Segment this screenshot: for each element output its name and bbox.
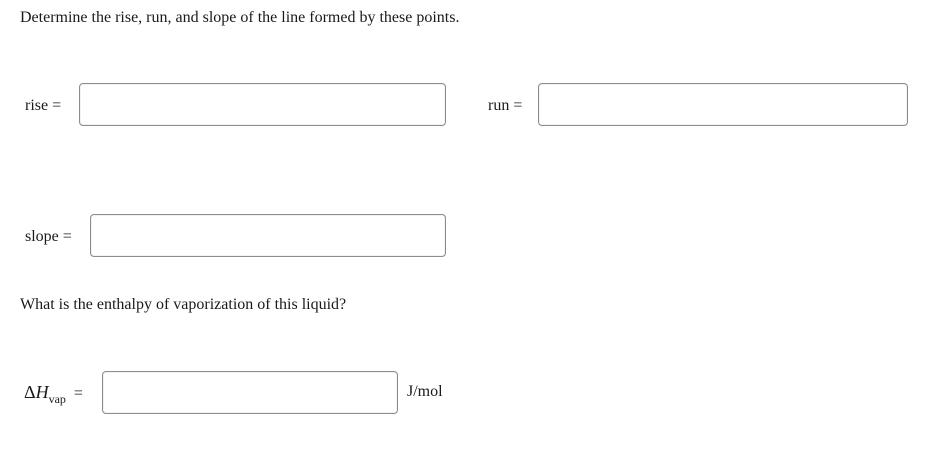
vap-subscript: vap [48,392,66,406]
enthalpy-question: What is the enthalpy of vaporization of this liquid? [20,296,347,313]
instruction-text: Determine the rise, run, and slope of the line formed by these points. [20,9,460,26]
equals-sign: = [73,385,83,402]
slope-label: slope = [25,228,72,245]
enthalpy-symbol: H [35,382,49,402]
dhvap-label [24,382,83,406]
run-input[interactable] [538,83,908,126]
dhvap-input[interactable] [102,371,398,414]
slope-input[interactable] [90,214,446,257]
rise-input[interactable] [79,83,446,126]
rise-label: rise = [25,97,62,114]
run-label: run = [488,97,523,114]
unit-label: J/mol [407,383,443,400]
delta-symbol: Δ [24,382,36,402]
